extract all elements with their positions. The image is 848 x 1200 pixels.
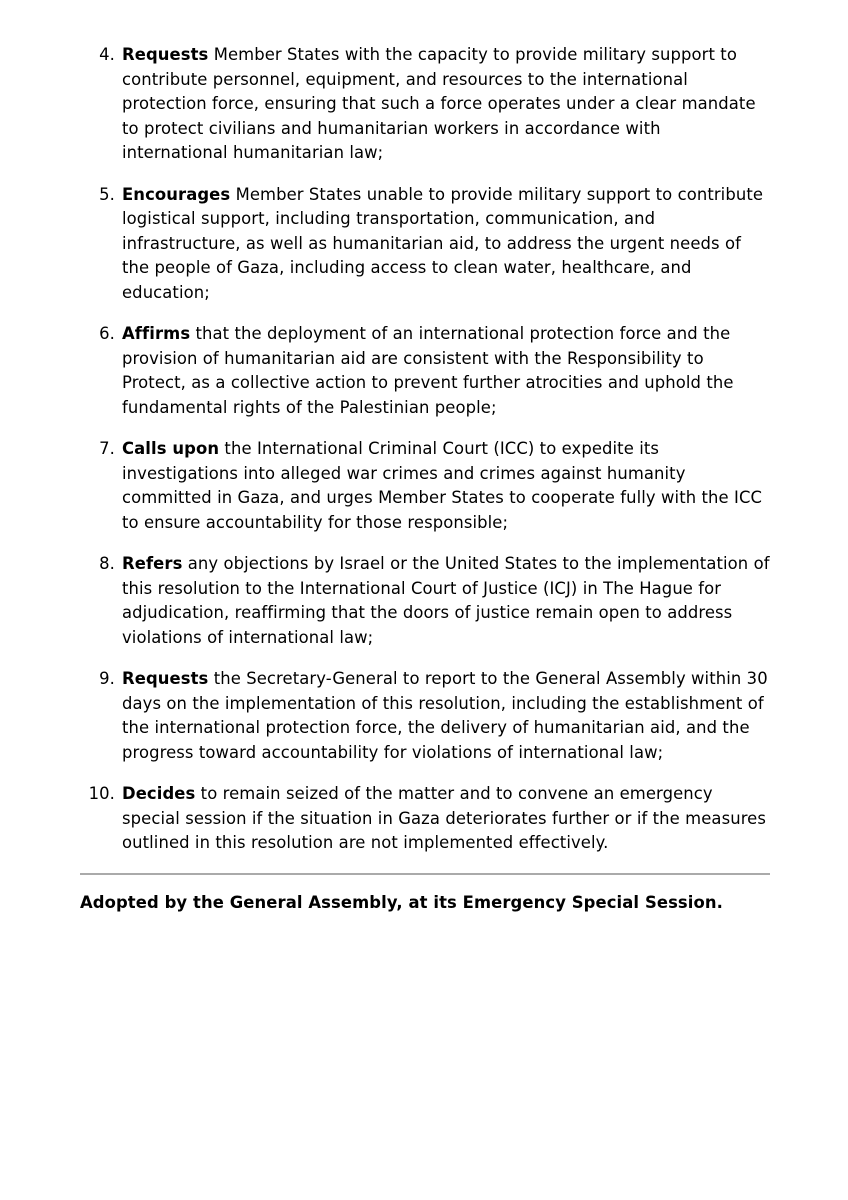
list-item-number: 8. xyxy=(99,554,115,573)
resolution-list xyxy=(80,43,770,856)
list-item-text-block xyxy=(122,552,770,650)
list-item-number: 9. xyxy=(99,669,115,688)
list-item-text: that the deployment of an international protection force and the provision of humanitarian aid are consistent with the Responsibility to Protect, as a collective action to prevent further atrocities and uphold the fundamental rights of the Palestinian people; xyxy=(122,324,734,417)
resolution-clause xyxy=(80,437,770,535)
list-item-text: the Secretary-General to report to the General Assembly within 30 days on the implementation of this resolution, including the establishment of the international protection force, the delivery of humanitarian aid, and the progress toward accountability for violations of international law; xyxy=(122,669,768,762)
list-item-text: to remain seized of the matter and to convene an emergency special session if the situation in Gaza deteriorates further or if the measures outlined in this resolution are not implemented effectively. xyxy=(122,784,766,852)
list-item-lead: Decides xyxy=(122,784,196,803)
list-item-number: 10. xyxy=(88,784,115,803)
list-item-lead: Requests xyxy=(122,669,209,688)
list-item-number: 6. xyxy=(99,324,115,343)
list-item-text-block xyxy=(122,437,770,535)
list-item-lead: Refers xyxy=(122,554,183,573)
resolution-clause xyxy=(80,552,770,650)
list-item-text: any objections by Israel or the United States to the implementation of this resolution to the International Court of Justice (ICJ) in The Hague for adjudication, reaffirming that the doors of justice remain open to address violations of international law; xyxy=(122,554,770,647)
list-item-text-block xyxy=(122,322,770,420)
resolution-clause xyxy=(80,43,770,166)
list-item-lead: Affirms xyxy=(122,324,191,343)
list-item-lead: Requests xyxy=(122,45,209,64)
resolution-clause xyxy=(80,322,770,420)
resolution-clause xyxy=(80,782,770,856)
adoption-line: Adopted by the General Assembly, at its Emergency Special Session. xyxy=(80,892,723,912)
resolution-clause xyxy=(80,667,770,765)
list-item-text: Member States unable to provide military support to contribute logistical support, including transportation, communication, and infrastructure, as well as humanitarian aid, to address the urgent needs of the people of Gaza, including access to clean water, healthcare, and education; xyxy=(122,184,764,302)
list-item-text-block xyxy=(122,183,770,306)
list-item-number: 5. xyxy=(99,184,115,204)
list-item-text-block xyxy=(122,43,770,166)
list-item-text: Member States with the capacity to provide military support to contribute personnel, equipment, and resources to the international protection force, ensuring that such a force operates under a clear mandate to protect civilians and humanitarian workers in accordance with international humanitarian law; xyxy=(122,45,756,162)
divider-rule xyxy=(80,873,770,875)
list-item-text: the International Criminal Court (ICC) to expedite its investigations into alleged war crimes and crimes against humanity committed in Gaza, and urges Member States to cooperate fully with the ICC to ensure accountability for those responsible; xyxy=(122,439,763,532)
list-item-lead: Calls upon xyxy=(122,439,220,458)
list-item-text-block xyxy=(122,782,770,856)
list-item-number: 4. xyxy=(99,45,115,64)
list-item-number: 7. xyxy=(99,439,115,458)
resolution-clause xyxy=(80,183,770,306)
list-item-text-block xyxy=(122,667,770,765)
list-item-lead: Encourages xyxy=(122,184,231,204)
